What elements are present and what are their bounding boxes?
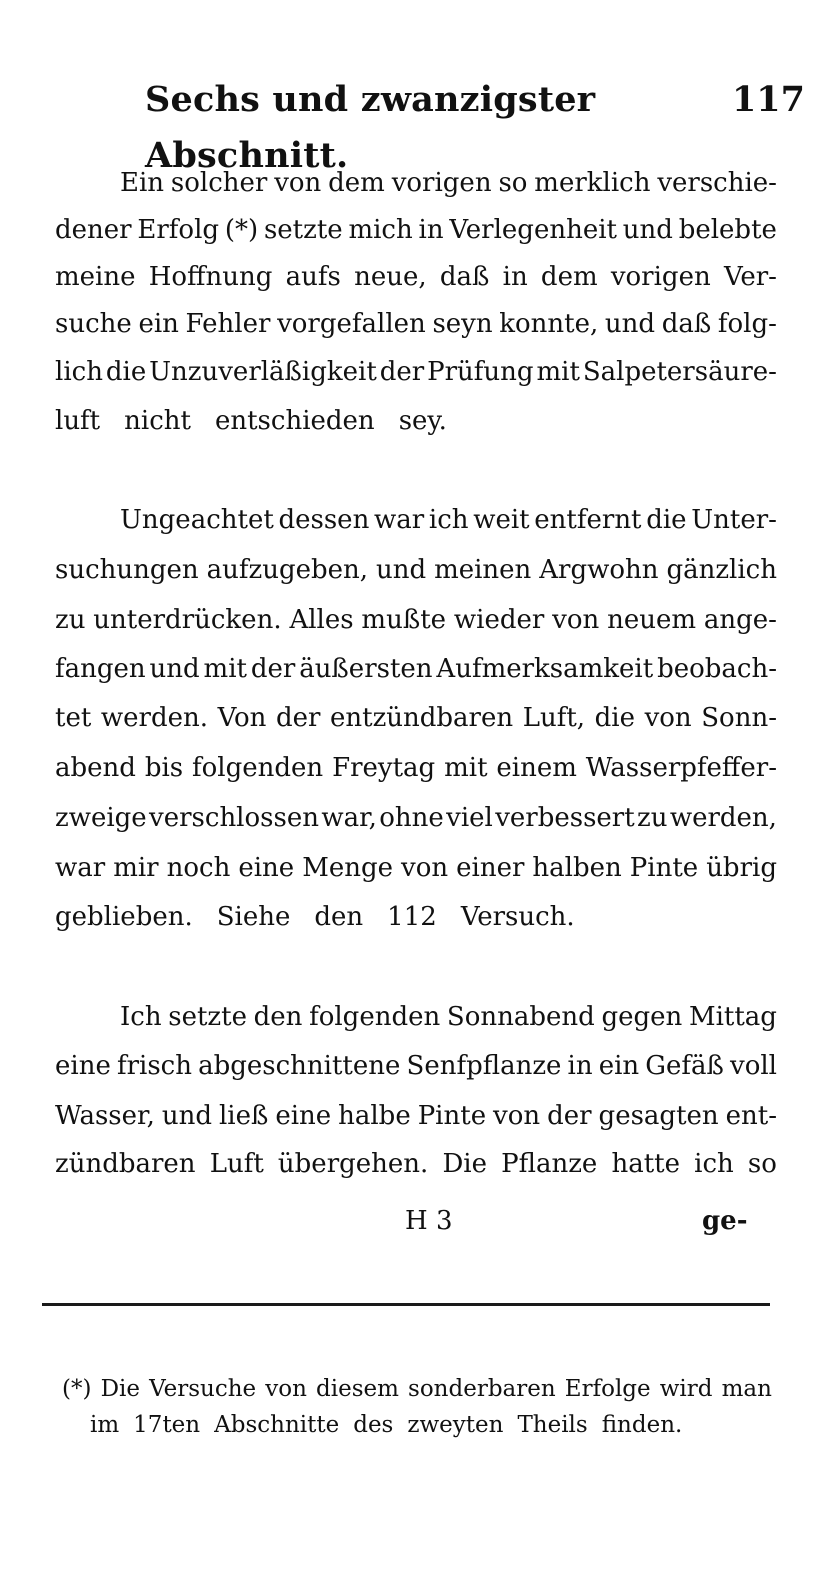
- text-line: [55, 207, 777, 253]
- word: merklich: [534, 168, 651, 198]
- word: von: [274, 168, 322, 198]
- word: Gefäß: [645, 1051, 724, 1081]
- footnote-word: man: [721, 1376, 772, 1402]
- word: vorigen: [610, 262, 711, 292]
- word: zu: [637, 803, 668, 833]
- word: ein: [138, 309, 179, 339]
- word: in: [502, 262, 528, 292]
- word: entschieden: [214, 406, 375, 436]
- word: so: [498, 168, 528, 198]
- word: Ungeachtet: [120, 505, 274, 535]
- text-line: [55, 398, 777, 444]
- word: verschlossen: [149, 803, 319, 833]
- word: Pflanze: [501, 1149, 598, 1179]
- word: Von: [217, 703, 267, 733]
- footnote-word: Die: [100, 1376, 140, 1402]
- word: Prüfung: [427, 357, 534, 387]
- word: lich: [55, 357, 103, 387]
- word: der: [379, 357, 425, 387]
- word: abend: [55, 753, 136, 783]
- page-number: 117: [731, 79, 805, 120]
- word: zu: [55, 605, 86, 635]
- running-title: Sechs und zwanzigster Abschnitt.: [145, 79, 596, 176]
- page-header: [145, 72, 805, 176]
- text-line: [55, 547, 777, 593]
- word: aufs: [285, 262, 341, 292]
- footnote-word: von: [265, 1376, 307, 1402]
- footnote-word: (*): [62, 1376, 92, 1402]
- footnote-line: [62, 1372, 772, 1407]
- word: suchungen: [55, 555, 199, 585]
- word: ange-: [703, 605, 777, 635]
- word: Sonn-: [701, 703, 777, 733]
- text-line: [120, 994, 777, 1040]
- signature-mark: H 3: [405, 1206, 453, 1236]
- word: Alles: [289, 605, 354, 635]
- word: halbe: [338, 1101, 411, 1131]
- word: ent-: [725, 1101, 777, 1131]
- text-line: [55, 254, 777, 300]
- word: Ver-: [723, 262, 777, 292]
- word: meinen: [434, 555, 532, 585]
- footnote-word: 17ten: [133, 1412, 201, 1438]
- word: und: [149, 654, 200, 684]
- word: von: [644, 703, 692, 733]
- word: die: [646, 505, 687, 535]
- word: gänzlich: [666, 555, 777, 585]
- word: mir: [113, 853, 159, 883]
- word: in: [418, 215, 444, 245]
- word: konnte,: [499, 309, 599, 339]
- word: der: [547, 1101, 592, 1131]
- catchword: ge-: [702, 1206, 748, 1236]
- word: aufzugeben,: [206, 555, 369, 585]
- word: Verlegenheit: [449, 215, 617, 245]
- word: dessen: [278, 505, 370, 535]
- word: vorgefallen: [277, 309, 426, 339]
- word: Wasserpfeffer-: [585, 753, 777, 783]
- word: luft: [55, 406, 101, 436]
- word: sey.: [398, 406, 447, 436]
- word: setzte: [168, 1002, 247, 1032]
- word: Hoffnung: [148, 262, 273, 292]
- word: folg-: [717, 309, 777, 339]
- word: den: [253, 1002, 303, 1032]
- text-line: [55, 1141, 777, 1187]
- text-line: [55, 745, 777, 791]
- word: eine: [238, 853, 295, 883]
- word: ließ: [218, 1101, 269, 1131]
- text-line: [55, 301, 777, 347]
- text-line: [55, 845, 777, 891]
- word: Freytag: [332, 753, 436, 783]
- word: Versuch.: [460, 902, 575, 932]
- word: (*): [224, 215, 259, 245]
- text-line: [55, 1043, 777, 1089]
- word: die: [105, 357, 147, 387]
- footnote-rule: [42, 1303, 770, 1306]
- word: von: [552, 605, 600, 635]
- word: fangen: [55, 654, 146, 684]
- word: der: [250, 654, 296, 684]
- word: und: [622, 215, 673, 245]
- word: äußersten: [299, 654, 433, 684]
- word: entfernt: [534, 505, 642, 535]
- word: von: [401, 853, 449, 883]
- word: weit: [473, 505, 530, 535]
- word: tet: [55, 703, 92, 733]
- word: Luft,: [522, 703, 586, 733]
- word: Wasser,: [55, 1101, 155, 1131]
- word: gesagten: [598, 1101, 719, 1131]
- footnote-word: des: [353, 1412, 394, 1438]
- word: Luft: [209, 1149, 264, 1179]
- footnote-word: diesem: [316, 1376, 399, 1402]
- word: Erfolg: [137, 215, 220, 245]
- word: wieder: [453, 605, 545, 635]
- word: Argwohn: [539, 555, 659, 585]
- word: neue,: [354, 262, 427, 292]
- word: folgenden: [309, 1002, 441, 1032]
- word: die: [594, 703, 635, 733]
- word: Unter-: [691, 505, 777, 535]
- word: setzte: [263, 215, 343, 245]
- word: Pinte: [417, 1101, 487, 1131]
- word: verbessert: [495, 803, 635, 833]
- word: Aufmerksamkeit: [436, 654, 654, 684]
- word: beobach-: [657, 654, 777, 684]
- word: suche: [55, 309, 132, 339]
- footnote-word: Erfolge: [564, 1376, 651, 1402]
- word: mit: [536, 357, 580, 387]
- word: Die: [442, 1149, 488, 1179]
- text-line: [120, 160, 777, 206]
- word: Senfpflanze: [406, 1051, 562, 1081]
- word: übrig: [706, 853, 777, 883]
- word: übergehen.: [277, 1149, 429, 1179]
- word: war: [55, 853, 106, 883]
- word: in: [567, 1051, 593, 1081]
- word: viel: [446, 803, 493, 833]
- word: Fehler: [185, 309, 271, 339]
- text-line: [55, 795, 777, 841]
- word: werden,: [669, 803, 777, 833]
- text-line: [55, 597, 777, 643]
- word: dem: [540, 262, 598, 292]
- word: und: [375, 555, 427, 585]
- word: folgenden: [192, 753, 324, 783]
- word: belebte: [678, 215, 777, 245]
- word: mit: [203, 654, 247, 684]
- word: entzündbaren: [330, 703, 514, 733]
- word: Ein: [120, 168, 165, 198]
- word: neuem: [607, 605, 696, 635]
- word: so: [747, 1149, 777, 1179]
- word: Salpetersäure-: [582, 357, 777, 387]
- word: von: [493, 1101, 541, 1131]
- word: dem: [328, 168, 385, 198]
- word: ich: [428, 505, 469, 535]
- text-line: [55, 349, 777, 395]
- word: gegen: [601, 1002, 683, 1032]
- word: Mittag: [688, 1002, 777, 1032]
- word: geblieben.: [55, 902, 193, 932]
- footnote-line: [90, 1408, 682, 1443]
- word: 112: [387, 902, 437, 932]
- word: Siehe: [216, 902, 291, 932]
- word: seyn: [432, 309, 493, 339]
- footnote-word: Abschnitte: [214, 1412, 340, 1438]
- word: eine: [275, 1101, 332, 1131]
- word: ohne: [379, 803, 444, 833]
- word: Pinte: [629, 853, 699, 883]
- footnote-word: finden.: [601, 1412, 683, 1438]
- word: ich: [694, 1149, 734, 1179]
- word: meine: [55, 262, 136, 292]
- text-line: [120, 497, 777, 543]
- word: war,: [321, 803, 377, 833]
- footnote-word: Theils: [517, 1412, 588, 1438]
- word: mich: [348, 215, 413, 245]
- word: halben: [532, 853, 622, 883]
- word: mit: [444, 753, 488, 783]
- word: werden.: [100, 703, 208, 733]
- word: bis: [144, 753, 184, 783]
- word: daß: [661, 309, 712, 339]
- word: zündbaren: [55, 1149, 196, 1179]
- word: verschie-: [657, 168, 777, 198]
- word: einem: [496, 753, 577, 783]
- word: unterdrücken.: [93, 605, 282, 635]
- footnote-word: sonderbaren: [408, 1376, 556, 1402]
- word: eine: [55, 1051, 111, 1081]
- word: frisch: [116, 1051, 192, 1081]
- word: einer: [456, 853, 525, 883]
- word: den: [314, 902, 364, 932]
- word: mußte: [361, 605, 447, 635]
- word: voll: [730, 1051, 777, 1081]
- text-line: [55, 1093, 777, 1139]
- footnote-word: im: [90, 1412, 120, 1438]
- word: abgeschnittene: [198, 1051, 401, 1081]
- word: Sonnabend: [446, 1002, 595, 1032]
- word: vorigen: [391, 168, 492, 198]
- text-line: [55, 646, 777, 692]
- word: Menge: [302, 853, 394, 883]
- word: nicht: [124, 406, 191, 436]
- footnote-word: Versuche: [149, 1376, 257, 1402]
- word: zweige: [55, 803, 147, 833]
- word: solcher: [170, 168, 268, 198]
- word: dener: [55, 215, 132, 245]
- word: war: [374, 505, 425, 535]
- word: Unzuverläßigkeit: [149, 357, 377, 387]
- footnote-word: wird: [659, 1376, 713, 1402]
- word: noch: [166, 853, 231, 883]
- word: der: [275, 703, 321, 733]
- text-line: [55, 894, 777, 940]
- word: hatte: [611, 1149, 680, 1179]
- word: und: [161, 1101, 212, 1131]
- word: daß: [439, 262, 490, 292]
- word: und: [604, 309, 656, 339]
- word: Ich: [120, 1002, 162, 1032]
- footnote-word: zweyten: [407, 1412, 504, 1438]
- word: ein: [598, 1051, 640, 1081]
- text-line: [55, 695, 777, 741]
